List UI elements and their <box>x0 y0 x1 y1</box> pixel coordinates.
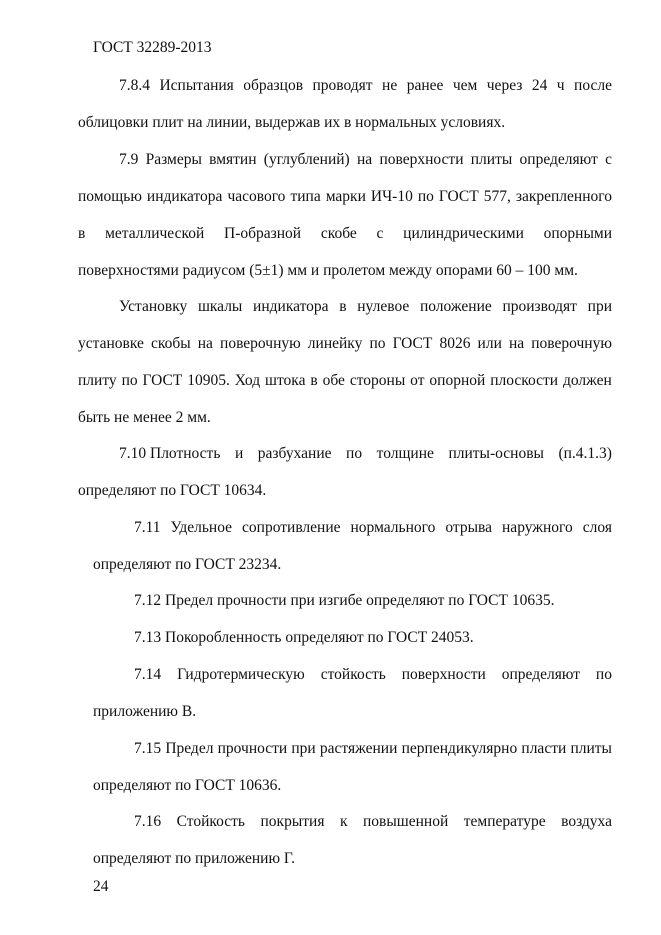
word: пласти <box>521 740 567 757</box>
word: производят <box>502 298 577 315</box>
paragraph-indicator-line-1 <box>119 297 612 317</box>
paragraph-7-16-line-1 <box>134 812 612 832</box>
word: поверхности <box>401 666 486 683</box>
paragraph-7-9-line-1 <box>119 150 612 170</box>
word: не <box>382 77 398 94</box>
word: к <box>339 813 348 830</box>
word: плиты <box>570 740 612 757</box>
paragraph-7-11-line-1 <box>134 518 612 538</box>
word: ГОСТ <box>392 335 433 352</box>
paragraph-7-8-4-line-1 <box>119 76 612 96</box>
word: сопротивление <box>242 519 341 536</box>
paragraph-7-15-line-2: определяют по ГОСТ 10636. <box>93 777 282 794</box>
word: скобе <box>320 225 357 242</box>
word: типа <box>290 188 321 205</box>
word: шкалы <box>197 298 243 315</box>
word: стороны <box>349 372 406 389</box>
word: 7.16 <box>134 813 162 830</box>
word: плоскости <box>490 372 559 389</box>
word: (п.4.1.3) <box>558 445 612 462</box>
word: воздуха <box>561 813 612 830</box>
paragraph-7-15-line-1 <box>134 739 612 759</box>
word: Испытания <box>159 77 234 94</box>
word: цилиндрическими <box>403 225 524 242</box>
word: Удельное <box>170 519 233 536</box>
word: ч <box>556 77 565 94</box>
word: Размеры <box>145 151 202 168</box>
word: должен <box>562 372 612 389</box>
word: ранее <box>406 77 444 94</box>
word: Установку <box>119 298 188 315</box>
paragraph-7-9-line-2 <box>78 187 612 207</box>
word: 7.14 <box>134 666 162 683</box>
word: повышенной <box>363 813 449 830</box>
word: штока <box>265 372 306 389</box>
word: перпендикулярно <box>401 740 518 757</box>
word: Предел <box>165 740 214 757</box>
word: определяют <box>501 666 580 683</box>
word: 7.8.4 <box>119 77 150 94</box>
word: ГОСТ <box>142 372 183 389</box>
word: 7.11 <box>134 519 161 536</box>
word: закрепленного <box>515 188 612 205</box>
paragraph-7-11-line-2: определяют по ГОСТ 23234. <box>93 556 282 573</box>
paragraph-7-9-line-3 <box>78 224 612 244</box>
word: проводят <box>312 77 373 94</box>
word: в <box>339 298 347 315</box>
word: металлической <box>105 225 205 242</box>
word: индикатора <box>253 298 329 315</box>
word: или <box>477 335 502 352</box>
paragraph-7-16-line-2: определяют по приложению Г. <box>93 850 295 867</box>
word: разбухание <box>257 445 332 462</box>
word: П-образной <box>224 225 302 242</box>
word: от <box>410 372 425 389</box>
word: отрыва <box>445 519 493 536</box>
word: через <box>486 77 523 94</box>
word: поверочную <box>220 335 301 352</box>
word: Стойкость <box>176 813 245 830</box>
word: помощью <box>78 188 142 205</box>
word: Ход <box>234 372 261 389</box>
word: по <box>595 666 612 683</box>
word: на <box>357 151 373 168</box>
page-number: 24 <box>93 878 109 895</box>
paragraph-indicator-line-4: быть не менее 2 мм. <box>78 409 211 426</box>
word: поверочную <box>531 335 612 352</box>
word: Гидротермическую <box>177 666 305 683</box>
paragraph-7-10-line-1 <box>119 444 612 464</box>
word: при <box>587 298 612 315</box>
word: ИЧ-10 <box>370 188 413 205</box>
word: опорной <box>429 372 486 389</box>
word: скобы <box>150 335 191 352</box>
word: плиты-основы <box>448 445 544 462</box>
word: после <box>574 77 612 94</box>
word: толщине <box>376 445 434 462</box>
word: по <box>346 445 363 462</box>
paragraph-7-10-line-2: определяют по ГОСТ 10634. <box>78 482 267 499</box>
word: нулевое <box>357 298 410 315</box>
word: чем <box>452 77 478 94</box>
word: плиты <box>470 151 513 168</box>
word: 24 <box>531 77 548 94</box>
word: марки <box>325 188 366 205</box>
word: 7.10 Плотность <box>119 445 221 462</box>
word: образцов <box>243 77 304 94</box>
word: наружного <box>502 519 573 536</box>
word: 577, <box>483 188 511 205</box>
word: температуре <box>463 813 546 830</box>
word: с <box>376 225 384 242</box>
word: в <box>310 372 318 389</box>
word: 8026 <box>439 335 471 352</box>
word: по <box>369 335 386 352</box>
word: (углублений) <box>263 151 350 168</box>
word: вмятин <box>209 151 257 168</box>
word: в <box>78 225 86 242</box>
word: прочности <box>217 740 288 757</box>
paragraph-7-8-4-line-2: облицовки плит на линии, выдержав их в нормальных условиях. <box>78 114 506 131</box>
word: покрытия <box>260 813 325 830</box>
word: опорными <box>543 225 612 242</box>
word: и <box>234 445 244 462</box>
word: растяжении <box>319 740 398 757</box>
word: индикатора <box>146 188 223 205</box>
word: 7.15 <box>134 740 162 757</box>
paragraph-7-13: 7.13 Покоробленность определяют по ГОСТ 24053. <box>134 629 474 646</box>
word: 10905. <box>187 372 230 389</box>
word: плиту <box>78 372 117 389</box>
word: обе <box>322 372 345 389</box>
paragraph-7-12: 7.12 Предел прочности при изгибе определяют по ГОСТ 10635. <box>134 592 555 609</box>
document-header-code: ГОСТ 32289-2013 <box>93 39 212 56</box>
word: при <box>291 740 316 757</box>
word: по <box>417 188 434 205</box>
word: поверхности <box>379 151 464 168</box>
word: установке <box>78 335 144 352</box>
word: линейку <box>307 335 363 352</box>
paragraph-7-14-line-1 <box>134 665 612 685</box>
word: с <box>605 151 612 168</box>
paragraph-7-14-line-2: приложению В. <box>93 703 197 720</box>
paragraph-indicator-line-2 <box>78 334 612 354</box>
word: по <box>121 372 138 389</box>
paragraph-indicator-line-3 <box>78 371 612 391</box>
word: на <box>508 335 525 352</box>
word: положение <box>419 298 492 315</box>
word: часового <box>227 188 286 205</box>
word: слоя <box>582 519 612 536</box>
word: на <box>197 335 213 352</box>
word: ГОСТ <box>438 188 479 205</box>
paragraph-7-9-line-4: поверхностями радиусом (5±1) мм и пролетом между опорами 60 – 100 мм. <box>78 262 578 279</box>
word: определяют <box>519 151 598 168</box>
word: стойкость <box>320 666 386 683</box>
word: нормального <box>350 519 436 536</box>
word: 7.9 <box>119 151 139 168</box>
